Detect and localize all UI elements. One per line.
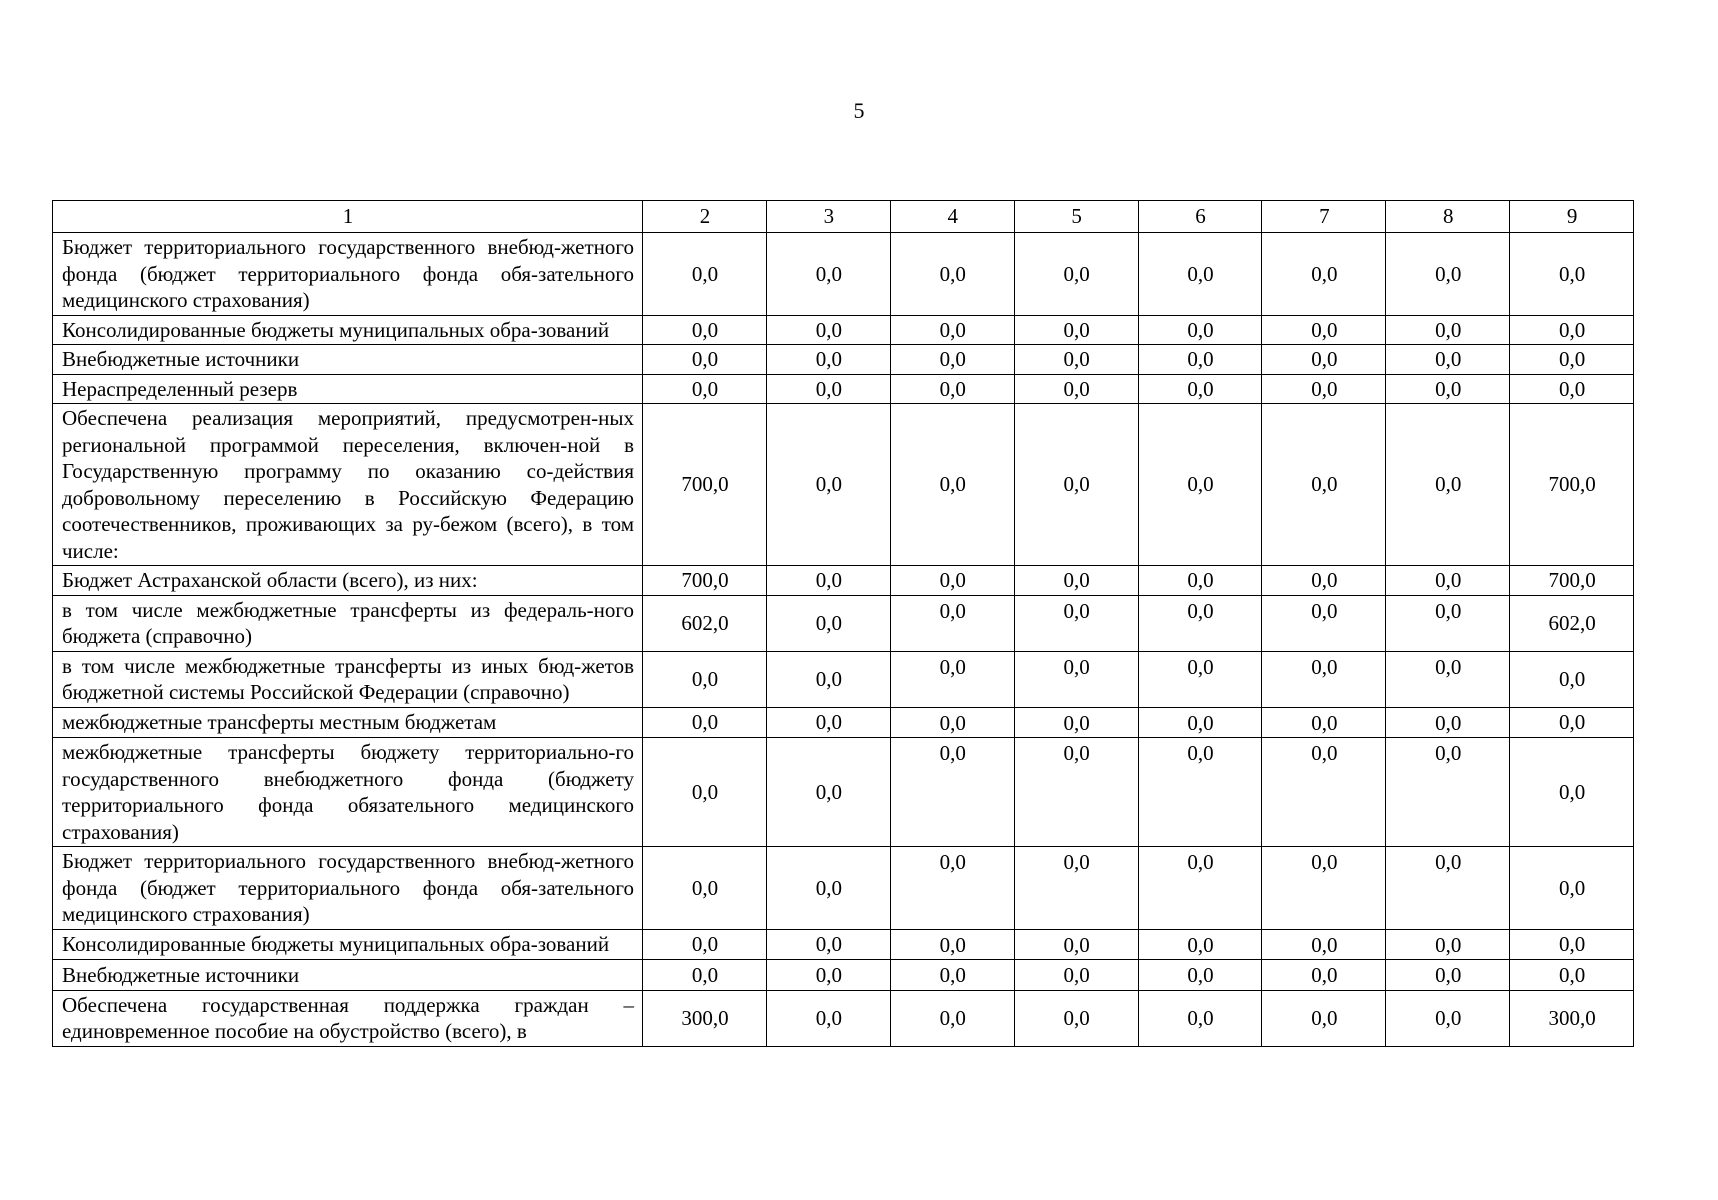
value-cell: 0,0 — [1386, 651, 1510, 707]
value-cell: 0,0 — [890, 233, 1014, 316]
column-header: 9 — [1510, 201, 1634, 233]
table-row — [53, 651, 1634, 707]
value-cell: 0,0 — [1510, 847, 1634, 930]
value-cell: 0,0 — [643, 315, 767, 345]
value-cell: 0,0 — [766, 566, 890, 596]
row-label: межбюджетные трансферты бюджету территориально-го государственного внебюджетного фонда (бюджету территориального фонда обязательного медицинского страхования) — [53, 738, 643, 847]
row-label: Бюджет территориального государственного внебюд-жетного фонда (бюджет территориального фонда обя-зательного медицинского страхования) — [53, 233, 643, 316]
value-cell: 0,0 — [1014, 651, 1138, 707]
value-cell: 0,0 — [1138, 929, 1262, 960]
value-cell: 0,0 — [1510, 345, 1634, 375]
value-cell: 0,0 — [1386, 595, 1510, 651]
value-cell: 0,0 — [643, 738, 767, 847]
value-cell: 0,0 — [1014, 233, 1138, 316]
value-cell: 0,0 — [1014, 595, 1138, 651]
value-cell: 0,0 — [1386, 233, 1510, 316]
table-row — [53, 990, 1634, 1046]
value-cell: 0,0 — [1014, 990, 1138, 1046]
value-cell: 0,0 — [1262, 595, 1386, 651]
value-cell: 0,0 — [1014, 960, 1138, 991]
value-cell: 0,0 — [643, 374, 767, 404]
table-row — [53, 566, 1634, 596]
table-row — [53, 315, 1634, 345]
value-cell: 0,0 — [643, 651, 767, 707]
value-cell: 0,0 — [1262, 404, 1386, 566]
value-cell: 0,0 — [643, 847, 767, 930]
value-cell: 0,0 — [1138, 847, 1262, 930]
value-cell: 0,0 — [1138, 990, 1262, 1046]
value-cell: 0,0 — [766, 960, 890, 991]
value-cell: 0,0 — [766, 990, 890, 1046]
value-cell: 0,0 — [643, 233, 767, 316]
column-header: 5 — [1014, 201, 1138, 233]
row-label: Нераспределенный резерв — [53, 374, 643, 404]
value-cell: 0,0 — [1014, 847, 1138, 930]
value-cell: 0,0 — [766, 738, 890, 847]
column-header: 1 — [53, 201, 643, 233]
value-cell: 0,0 — [1138, 374, 1262, 404]
value-cell: 0,0 — [1262, 847, 1386, 930]
value-cell: 0,0 — [1014, 566, 1138, 596]
value-cell: 0,0 — [1014, 374, 1138, 404]
value-cell: 0,0 — [1138, 233, 1262, 316]
value-cell: 0,0 — [1014, 404, 1138, 566]
value-cell: 0,0 — [1262, 345, 1386, 375]
value-cell: 0,0 — [1262, 738, 1386, 847]
value-cell: 0,0 — [1386, 847, 1510, 930]
row-label: Обеспечена реализация мероприятий, предусмотрен-ных региональной программой переселения, включен-ной в Государственную программу по оказанию со-действия добровольному переселению в Российскую Федерацию соотечественников, проживающих за ру-бежом (всего), в том числе: — [53, 404, 643, 566]
value-cell: 0,0 — [766, 315, 890, 345]
value-cell: 0,0 — [1510, 651, 1634, 707]
row-label: Внебюджетные источники — [53, 960, 643, 991]
value-cell: 300,0 — [1510, 990, 1634, 1046]
row-label: в том числе межбюджетные трансферты из федераль-ного бюджета (справочно) — [53, 595, 643, 651]
value-cell: 0,0 — [766, 374, 890, 404]
value-cell: 602,0 — [1510, 595, 1634, 651]
value-cell: 0,0 — [1138, 315, 1262, 345]
table-row — [53, 233, 1634, 316]
value-cell: 0,0 — [890, 345, 1014, 375]
value-cell: 0,0 — [643, 707, 767, 738]
value-cell: 0,0 — [766, 651, 890, 707]
value-cell: 0,0 — [1138, 960, 1262, 991]
value-cell: 0,0 — [1138, 738, 1262, 847]
value-cell: 0,0 — [1138, 345, 1262, 375]
table-row — [53, 374, 1634, 404]
column-header: 6 — [1138, 201, 1262, 233]
value-cell: 0,0 — [890, 738, 1014, 847]
value-cell: 0,0 — [766, 404, 890, 566]
row-label: Внебюджетные источники — [53, 345, 643, 375]
value-cell: 0,0 — [1386, 738, 1510, 847]
value-cell: 0,0 — [1510, 929, 1634, 960]
table-row — [53, 345, 1634, 375]
value-cell: 0,0 — [766, 707, 890, 738]
value-cell: 0,0 — [890, 374, 1014, 404]
value-cell: 0,0 — [890, 847, 1014, 930]
page-number: 5 — [853, 98, 865, 123]
budget-table — [52, 200, 1634, 1047]
value-cell: 0,0 — [643, 929, 767, 960]
value-cell: 0,0 — [766, 345, 890, 375]
table-row — [53, 595, 1634, 651]
value-cell: 0,0 — [1138, 404, 1262, 566]
value-cell: 0,0 — [890, 595, 1014, 651]
row-label: Бюджет территориального государственного внебюд-жетного фонда (бюджет территориального фонда обя-зательного медицинского страхования) — [53, 847, 643, 930]
value-cell: 0,0 — [1138, 595, 1262, 651]
value-cell: 0,0 — [1510, 738, 1634, 847]
value-cell: 0,0 — [766, 233, 890, 316]
value-cell: 0,0 — [1262, 566, 1386, 596]
table-row — [53, 707, 1634, 738]
value-cell: 0,0 — [643, 960, 767, 991]
value-cell: 0,0 — [1262, 929, 1386, 960]
value-cell: 0,0 — [766, 595, 890, 651]
value-cell: 700,0 — [643, 404, 767, 566]
table-row — [53, 404, 1634, 566]
table-row — [53, 738, 1634, 847]
value-cell: 0,0 — [1014, 929, 1138, 960]
column-number-row — [53, 201, 1634, 233]
value-cell: 0,0 — [1510, 707, 1634, 738]
row-label: Бюджет Астраханской области (всего), из них: — [53, 566, 643, 596]
value-cell: 0,0 — [1138, 566, 1262, 596]
value-cell: 0,0 — [643, 345, 767, 375]
table-row — [53, 929, 1634, 960]
value-cell: 0,0 — [1386, 707, 1510, 738]
row-label: в том числе межбюджетные трансферты из иных бюд-жетов бюджетной системы Российской Федерации (справочно) — [53, 651, 643, 707]
value-cell: 0,0 — [766, 929, 890, 960]
value-cell: 0,0 — [1262, 233, 1386, 316]
value-cell: 0,0 — [890, 960, 1014, 991]
value-cell: 0,0 — [1262, 960, 1386, 991]
value-cell: 0,0 — [1386, 345, 1510, 375]
value-cell: 0,0 — [890, 315, 1014, 345]
table-body — [53, 201, 1634, 1047]
value-cell: 0,0 — [890, 651, 1014, 707]
value-cell: 0,0 — [1014, 345, 1138, 375]
value-cell: 700,0 — [1510, 404, 1634, 566]
value-cell: 0,0 — [1386, 960, 1510, 991]
value-cell: 602,0 — [643, 595, 767, 651]
table-row — [53, 847, 1634, 930]
value-cell: 700,0 — [643, 566, 767, 596]
value-cell: 0,0 — [1510, 233, 1634, 316]
value-cell: 0,0 — [1386, 315, 1510, 345]
value-cell: 0,0 — [1386, 404, 1510, 566]
value-cell: 0,0 — [1510, 374, 1634, 404]
column-header: 4 — [890, 201, 1014, 233]
value-cell: 0,0 — [890, 990, 1014, 1046]
value-cell: 700,0 — [1510, 566, 1634, 596]
column-header: 7 — [1262, 201, 1386, 233]
value-cell: 300,0 — [643, 990, 767, 1046]
value-cell: 0,0 — [1262, 651, 1386, 707]
value-cell: 0,0 — [1386, 566, 1510, 596]
value-cell: 0,0 — [1510, 960, 1634, 991]
value-cell: 0,0 — [1386, 929, 1510, 960]
row-label: межбюджетные трансферты местным бюджетам — [53, 707, 643, 738]
value-cell: 0,0 — [1138, 651, 1262, 707]
value-cell: 0,0 — [766, 847, 890, 930]
value-cell: 0,0 — [890, 929, 1014, 960]
row-label: Консолидированные бюджеты муниципальных обра-зований — [53, 929, 643, 960]
value-cell: 0,0 — [1014, 738, 1138, 847]
value-cell: 0,0 — [1014, 315, 1138, 345]
value-cell: 0,0 — [1138, 707, 1262, 738]
value-cell: 0,0 — [1014, 707, 1138, 738]
value-cell: 0,0 — [890, 707, 1014, 738]
value-cell: 0,0 — [1386, 990, 1510, 1046]
value-cell: 0,0 — [1386, 374, 1510, 404]
row-label: Консолидированные бюджеты муниципальных обра-зований — [53, 315, 643, 345]
value-cell: 0,0 — [1262, 707, 1386, 738]
column-header: 8 — [1386, 201, 1510, 233]
value-cell: 0,0 — [1510, 315, 1634, 345]
table-row — [53, 960, 1634, 991]
value-cell: 0,0 — [1262, 374, 1386, 404]
row-label: Обеспечена государственная поддержка граждан – единовременное пособие на обустройство (всего), в — [53, 990, 643, 1046]
value-cell: 0,0 — [890, 404, 1014, 566]
value-cell: 0,0 — [1262, 990, 1386, 1046]
value-cell: 0,0 — [1262, 315, 1386, 345]
value-cell: 0,0 — [890, 566, 1014, 596]
column-header: 3 — [766, 201, 890, 233]
column-header: 2 — [643, 201, 767, 233]
